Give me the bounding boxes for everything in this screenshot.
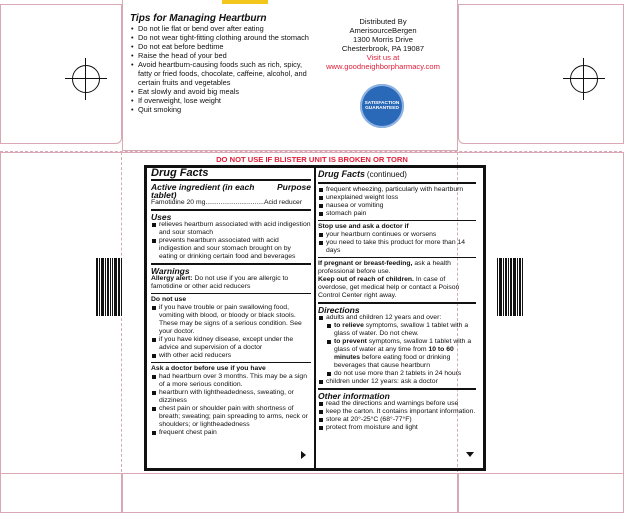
list-item: if you have kidney disease, except under the advice and supervision of a doctor bbox=[159, 336, 311, 352]
drug-facts-box bbox=[144, 165, 486, 471]
seal-text: SATISFACTION GUARANTEED bbox=[364, 101, 400, 111]
allergy-text: Do not use if you are allergic to famotidine or other acid reducers bbox=[151, 275, 289, 290]
column-divider bbox=[314, 168, 316, 468]
other-info-heading: Other information bbox=[318, 391, 390, 401]
satisfaction-guaranteed-seal bbox=[360, 84, 404, 128]
do-not-use-list bbox=[151, 304, 311, 360]
tip-item: • Avoid heartburn-causing foods such as rich, spicy, fatty or fried foods, chocolate, caffeine, alcohol, and certain fruits and vegetables bbox=[138, 60, 315, 87]
bottom-flap-right bbox=[458, 474, 624, 513]
pregnant-text: ask a health professional before use. bbox=[318, 260, 451, 275]
list-item: read the directions and warnings before use bbox=[326, 400, 476, 408]
list-item: unexplained weight loss bbox=[326, 194, 476, 202]
fold-line-top bbox=[0, 151, 622, 152]
divider bbox=[151, 179, 311, 181]
prevent-text: symptoms, swallow 1 tablet with a glass of water at any time from bbox=[334, 338, 472, 353]
list-item: keep the carton. It contains important information. bbox=[326, 408, 476, 415]
drug-facts-left-column bbox=[151, 168, 311, 468]
continue-down-arrow-icon bbox=[466, 452, 474, 457]
list-item: you need to take this product for more than 14 days bbox=[326, 239, 476, 255]
website-link[interactable]: www.goodneighborpharmacy.com bbox=[326, 62, 440, 71]
prevent-label: to prevent bbox=[334, 338, 367, 345]
list-item: frequent chest pain bbox=[159, 429, 311, 437]
barcode-right bbox=[497, 258, 529, 316]
divider bbox=[151, 263, 311, 265]
distributor-line: AmerisourceBergen bbox=[349, 26, 417, 35]
left-tuck-flap bbox=[0, 4, 122, 144]
right-tuck-flap bbox=[458, 4, 624, 144]
tip-item: • If overweight, lose weight bbox=[138, 96, 315, 105]
list-item: with other acid reducers bbox=[159, 352, 311, 360]
list-item: prevents heartburn associated with acid indigestion and sour stomach brought on by eating or drinking certain food and beverages bbox=[159, 237, 311, 261]
tip-item: • Raise the head of your bed bbox=[138, 51, 315, 60]
list-item: nausea or vomiting bbox=[326, 202, 476, 210]
list-item: relieves heartburn associated with acid indigestion and sour stomach bbox=[159, 221, 311, 236]
divider bbox=[318, 182, 476, 184]
relieve-text: symptoms, swallow 1 tablet with a glass of water. Do not chew. bbox=[334, 322, 469, 337]
divider bbox=[151, 362, 311, 363]
bottom-flap-left bbox=[0, 474, 122, 513]
list-item: your heartburn continues or worsens bbox=[326, 231, 476, 239]
list-item: if you have trouble or pain swallowing food, vomiting with blood, or bloody or black stools. These may be signs of a serious condition. See your doctor. bbox=[159, 304, 311, 336]
ask-doctor-heading: Ask a doctor before use if you have bbox=[151, 365, 266, 372]
keep-text: In case of overdose, get medical help or contact a Poison Control Center right away. bbox=[318, 276, 460, 299]
ask-doctor-list bbox=[151, 373, 311, 437]
tip-item: • Eat slowly and avoid big meals bbox=[138, 87, 315, 96]
barcode-left bbox=[96, 258, 126, 316]
active-ingredient-heading: Active ingredient (in each tablet) bbox=[151, 182, 255, 200]
prevent-text-2: before eating food or drinking beverages that cause heartburn bbox=[334, 354, 451, 369]
stop-use-list bbox=[318, 231, 476, 255]
drug-facts-right-column bbox=[318, 168, 476, 468]
prevent-bold: 10 to 60 minutes bbox=[334, 346, 454, 361]
directions-sublist bbox=[318, 322, 476, 378]
tip-item: • Do not eat before bedtime bbox=[138, 42, 315, 51]
directions-list bbox=[318, 314, 476, 322]
bottom-flap-center bbox=[122, 474, 458, 513]
visit-label: Visit us at bbox=[366, 53, 400, 62]
divider bbox=[318, 302, 476, 304]
pregnant-label: If pregnant or breast-feeding, bbox=[318, 260, 413, 267]
keep-out-of-reach bbox=[318, 276, 476, 300]
registration-mark-left bbox=[72, 65, 100, 93]
drug-facts-cont-title bbox=[318, 170, 476, 180]
tip-item: • Do not wear tight-fitting clothing around the stomach bbox=[138, 33, 315, 42]
list-item bbox=[334, 322, 476, 338]
drug-facts-cont-label: Drug Facts bbox=[318, 169, 366, 179]
allergy-label: Allergy alert: bbox=[151, 275, 193, 282]
allergy-alert bbox=[151, 275, 311, 291]
keep-label: Keep out of reach of children. bbox=[318, 276, 414, 283]
registration-mark-right bbox=[570, 65, 598, 93]
continue-right-arrow-icon bbox=[301, 451, 306, 459]
distributor-line: Chesterbrook, PA 19087 bbox=[341, 44, 425, 53]
uses-list bbox=[151, 221, 311, 261]
divider bbox=[318, 388, 476, 390]
tip-item: • Quit smoking bbox=[138, 105, 315, 114]
list-item: stomach pain bbox=[326, 210, 476, 218]
purpose-heading: Purpose bbox=[276, 182, 311, 192]
divider bbox=[151, 209, 311, 211]
accent-strip bbox=[222, 0, 268, 4]
stop-use-heading: Stop use and ask a doctor if bbox=[318, 223, 409, 230]
list-item: protect from moisture and light bbox=[326, 424, 476, 432]
directions-children bbox=[318, 378, 476, 386]
tips-list bbox=[130, 24, 315, 114]
other-info-list bbox=[318, 400, 476, 432]
do-not-use-heading: Do not use bbox=[151, 296, 187, 303]
distributor-block bbox=[318, 17, 448, 71]
list-item: frequent wheezing, particularly with heartburn bbox=[326, 186, 476, 194]
divider bbox=[151, 293, 311, 294]
active-ingredient-line: Famotidine 20 mg...............................Acid reducer bbox=[151, 199, 303, 206]
tips-panel bbox=[130, 14, 315, 114]
directions-heading: Directions bbox=[318, 305, 360, 315]
relieve-label: to relieve bbox=[334, 322, 364, 329]
list-item bbox=[334, 338, 476, 370]
list-item: had heartburn over 3 months. This may be a sign of a more serious condition. bbox=[159, 373, 311, 389]
distributor-line: 1300 Morris Drive bbox=[353, 35, 413, 44]
list-item: store at 20°-25°C (68°-77°F) bbox=[326, 416, 476, 424]
ask-doctor-cont-list bbox=[318, 186, 476, 218]
tip-item: • Do not lie flat or bend over after eating bbox=[138, 24, 315, 33]
warnings-heading: Warnings bbox=[151, 266, 190, 276]
list-item: chest pain or shoulder pain with shortness of breath; sweating; pain spreading to arms, neck or shoulders; or lightheadedness bbox=[159, 405, 311, 429]
list-item: do not use more than 2 tablets in 24 hours bbox=[334, 370, 476, 378]
divider bbox=[318, 257, 476, 258]
list-item: adults and children 12 years and over: bbox=[326, 314, 476, 322]
blister-warning: DO NOT USE IF BLISTER UNIT IS BROKEN OR TORN bbox=[216, 155, 408, 164]
pregnant-warning bbox=[318, 260, 476, 276]
drug-facts-title: Drug Facts bbox=[151, 167, 209, 179]
list-item: children under 12 years: ask a doctor bbox=[326, 378, 476, 386]
list-item: heartburn with lightheadedness, sweating, or dizziness bbox=[159, 389, 311, 405]
drug-facts-cont-suffix: (continued) bbox=[366, 170, 407, 179]
distributor-line: Distributed By bbox=[359, 17, 407, 26]
uses-heading: Uses bbox=[151, 212, 172, 222]
divider bbox=[318, 220, 476, 221]
active-ingredient-header bbox=[151, 183, 311, 199]
tips-title: Tips for Managing Heartburn bbox=[130, 13, 267, 24]
